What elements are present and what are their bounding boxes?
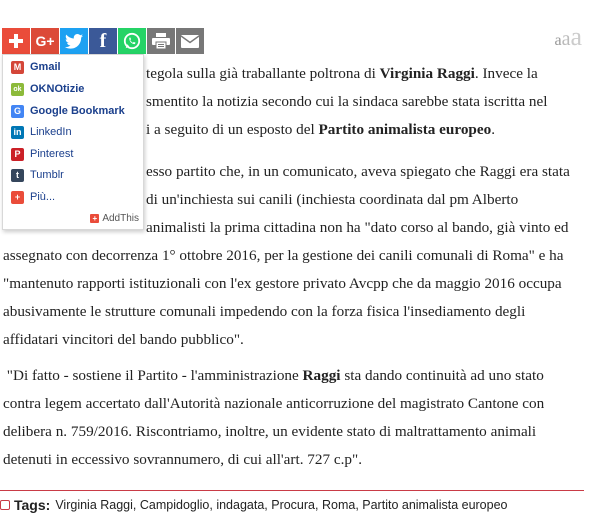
tag-icon	[0, 500, 10, 510]
tag-separator: ,	[315, 498, 322, 512]
article-line: i a seguito di un esposto del Partito animalista europeo.	[146, 121, 495, 138]
tag-link[interactable]: Roma	[321, 498, 356, 512]
article-line: detenuti in eccessivo sovrannumero, di cui all'art. 727 c.p".	[3, 451, 362, 468]
article-line: esso partito che, in un comunicato, aveva spiegato che Raggi era stata	[146, 163, 570, 180]
tumblr-icon: t	[11, 169, 24, 182]
raggi-link[interactable]: Raggi	[302, 367, 341, 384]
twitter-share-button[interactable]	[60, 28, 88, 54]
tag-separator: ,	[209, 498, 217, 512]
article-line: affidatari vincitori del bando pubblico".	[3, 331, 244, 348]
addthis-share-button[interactable]	[2, 28, 30, 54]
tags-divider	[0, 490, 584, 491]
oknotizie-icon: ok	[11, 83, 24, 96]
envelope-icon	[181, 35, 199, 48]
google-bookmark-icon: G	[11, 105, 24, 118]
print-share-button[interactable]	[147, 28, 175, 54]
font-size-large-button[interactable]: a	[570, 22, 582, 51]
share-oknotizie-item[interactable]: ok OKNOtizie	[11, 80, 84, 98]
printer-icon	[152, 33, 170, 49]
pinterest-icon: P	[11, 148, 24, 161]
article-line: "mantenuto rapporti istituzionali con l'ex gestore privato Avcpp che da maggio 2016 occupa	[3, 275, 562, 292]
tag-link[interactable]: Partito animalista europeo	[362, 498, 508, 512]
whatsapp-icon	[123, 32, 141, 50]
facebook-share-button[interactable]	[89, 28, 117, 54]
tag-separator: ,	[355, 498, 363, 512]
tag-link[interactable]: indagata	[216, 498, 265, 512]
more-icon: +	[11, 191, 24, 204]
article-line: tegola sulla già traballante poltrona di Virginia Raggi. Invece la	[146, 65, 538, 82]
share-dropdown-menu	[2, 54, 144, 230]
article-line: assegnato con decorrenza 1° ottobre 2016, per la gestione dei canili comunali di Roma" e ha	[3, 247, 564, 264]
share-google-bookmark-item[interactable]: G Google Bookmark	[11, 102, 125, 120]
whatsapp-share-button[interactable]	[118, 28, 146, 54]
article-line: animalisti la prima cittadina non ha "dato corso al bando, già vinto ed	[146, 219, 569, 236]
addthis-plus-icon: +	[90, 214, 99, 223]
font-size-small-button[interactable]: a	[554, 32, 562, 49]
name-link[interactable]: Virginia Raggi	[379, 65, 475, 82]
share-more-item[interactable]: + Più...	[11, 188, 55, 206]
share-linkedin-item[interactable]: in LinkedIn	[11, 123, 72, 141]
google-plus-icon: G+	[35, 33, 55, 49]
article-line: contra legem accertato dall'Autorità nazionale anticorruzione del magistrato Cantone con	[3, 395, 545, 412]
font-size-controls	[554, 22, 582, 52]
gmail-icon: M	[11, 61, 24, 74]
twitter-bird-icon	[65, 34, 83, 49]
google-plus-share-button[interactable]	[31, 28, 59, 54]
share-tumblr-item[interactable]: t Tumblr	[11, 166, 64, 184]
tag-link[interactable]: Campidoglio	[139, 498, 210, 512]
share-toolbar	[2, 28, 204, 54]
article-line: abusivamente le strutture comunali impedendo con la forza fisica l'insediamento degli	[3, 303, 526, 320]
tag-link[interactable]: Virginia Raggi	[55, 498, 133, 512]
facebook-icon: f	[99, 29, 107, 52]
article-line: smentito la notizia secondo cui la sindaca sarebbe stata iscritta nel	[146, 93, 548, 110]
tag-separator: ,	[264, 498, 272, 512]
addthis-branding[interactable]: + AddThis	[90, 213, 139, 224]
tag-separator: ,	[132, 498, 140, 512]
tags-bar	[0, 497, 508, 513]
party-link[interactable]: Partito animalista europeo	[318, 121, 492, 138]
email-share-button[interactable]	[176, 28, 204, 54]
article-line: "Di fatto - sostiene il Partito - l'amministrazione Raggi sta dando continuità ad uno stato	[3, 367, 544, 384]
linkedin-icon: in	[11, 126, 24, 139]
tag-link[interactable]: Procura	[271, 498, 316, 512]
font-size-medium-button[interactable]: a	[561, 28, 571, 50]
article-line: di un'inchiesta sui canili (inchiesta coordinata dal pm Alberto	[146, 191, 519, 208]
plus-icon	[9, 34, 23, 48]
share-gmail-item[interactable]: M Gmail	[11, 58, 61, 76]
share-pinterest-item[interactable]: P Pinterest	[11, 145, 73, 163]
article-line: delibera n. 759/2016. Riscontriamo, inoltre, un evidente stato di maltrattamento animali	[3, 423, 537, 440]
tags-label: Tags:	[14, 497, 51, 513]
